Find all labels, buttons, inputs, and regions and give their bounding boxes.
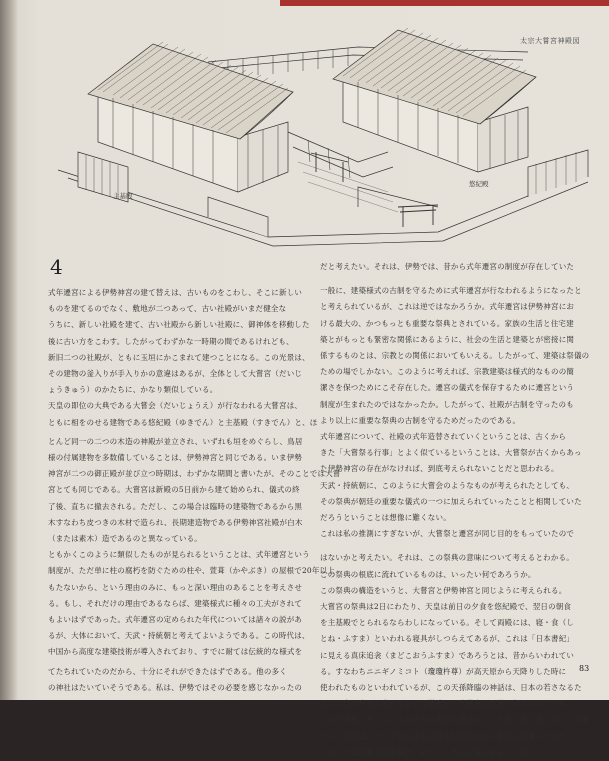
text-line: 式年遷宮について、社殿の式年造替されていくということは、古くから (320, 432, 567, 442)
text-line: 中国から高度な建築技術が導入されており、すでに耐ては伝統的な様式を (48, 647, 303, 657)
text-line: めに天皇が生まれ変わるという儀式が、大嘗宮の両殿で行なわれている (320, 699, 567, 709)
text-line: 了後、直ちに撤去される。ただし、この場合は臨時の建築物であるから黒 (48, 501, 303, 511)
text-line: これは私の推測にすぎないが、大嘗祭と遷宮が同じ目的をもっていたので (320, 529, 575, 539)
text-line: ょうきゅう）のかたちに、かなり類似している。 (48, 385, 218, 395)
text-line: る。すなわちニニギノミコト（瓊瓊杵尊）が高天原から天降りした時に (320, 666, 567, 676)
text-line: きた「大嘗祭る行事」とよく似ているということは、大嘗祭が古くからあっ (320, 448, 582, 458)
text-line: という形式は、アジアから日本に到る巨大陸の広い地域に広まっており、 (320, 731, 574, 741)
text-line: この祭典の根底に流れているものは、いったい何であろうか。 (320, 569, 536, 579)
text-line: はないかと考えたい。それは、この祭典の意味について考えるとわかる。 (320, 553, 574, 563)
figure-label-left: 主基殿 (113, 192, 133, 200)
text-line: 大嘗宮の祭典は2日にわたり、天皇は前日の夕食を悠紀殿で、翌日の朝食 (320, 602, 572, 612)
text-line: ものを建てるのでなく、敷地が二つあって、古い社殿がいまだ健全な (48, 304, 287, 314)
cover-edge (280, 0, 609, 6)
text-line: だろうということは想像に難くない。 (320, 513, 451, 523)
text-line: の神社はたいていそうである。私は、伊勢ではその必要を感じなかったの (48, 682, 303, 692)
text-line: もたないから、という理由のみに、もっと深い理由のあることを考えさせ (48, 582, 303, 592)
text-line: 制度が、ただ単に柱の腐朽を防ぐための柱や、萱葺（かやぶき）の屋根で20年以上 (48, 566, 335, 576)
text-line: とんど同一の二つの木造の神殿が並立され、いずれも垣をめぐらし、鳥居 (48, 436, 303, 446)
text-line: 宮とても同じである。大嘗宮は新殿の5日前から建て始められ、儀式の終 (48, 485, 300, 495)
figure-caption: 太宗大嘗宮神殿図 (520, 37, 580, 45)
text-line: 後に古い方をこわす。したがってわずかな一時期の間であるけれども、 (48, 336, 294, 346)
text-line: 築とがもっとも緊密な関係にあるように、社会の生活と建築とが密接に関 (320, 334, 575, 344)
text-line: ともに相をのせる建物である悠紀殿（ゆきでん）と主基殿（すきでん）と、ほ (48, 417, 318, 427)
text-line: ことである。そこで、このように再生の儀式に、しとね（寝・食）が、くるま (320, 715, 590, 725)
text-line: る。もし、それだけの理由であるならば、建築様式に種々の工夫がされて (48, 598, 303, 608)
text-line: 係するものとは、宗教との関係においてもいえる。したがって、建築は祭儀の (320, 351, 590, 361)
text-line: と考えられているが、これは逆ではなかろうか。式年遷宮は伊勢神宮にお (320, 302, 575, 312)
page-number: 83 (579, 664, 590, 673)
left-text-column (48, 285, 341, 696)
shrine-illustration (58, 22, 588, 256)
text-line: ための場でしかない。このように考えれば、宗教建築は様式的なものの簡 (320, 367, 575, 377)
text-line: この祭典の構造をいうと、大嘗宮と伊勢神宮と同じように考えられる。 (320, 585, 567, 595)
text-line: このしとねは胞衣の象徴で、そして、さらにまるまることは (320, 747, 528, 757)
text-line: 潔さを保つためにこそ存在した。遷宮の儀式を保存するために遷宮という (320, 383, 575, 393)
figure-label-right: 悠紀殿 (469, 180, 489, 188)
text-line: （または素木）造であるのと異なっている。 (48, 534, 202, 544)
text-line: より以上に重要な祭典の古制を守るためだったのである。 (320, 415, 521, 425)
text-line: ける最大の、かつもっとも重要な祭典とされている。家族の生活と住宅建 (320, 318, 574, 328)
text-line: 木すなわち皮つきの木材で造られ、長期建造物である伊勢神宮社殿が白木 (48, 517, 303, 527)
text-line: 天武・持統朝に、このように大嘗会のようなものが考えられたとしても、 (320, 480, 575, 490)
text-line: 天皇の即位の大典である大嘗会（だいじょうえ）が行なわれる大嘗宮は、 (48, 401, 303, 411)
text-line: うちに、新しい社殿を建て、古い社殿から新しい社殿に、御神体を移動した (48, 320, 310, 330)
text-line: だと考えたい。それは、伊勢では、昔から式年遷宮の制度が存在していた (320, 262, 575, 271)
text-line: を主基殿でとられるならわしになっている。そして両殿には、寝・食（し (320, 618, 575, 628)
text-line: るが、大体において、天武・持統朝と考えてよいようである。この時代は、 (48, 631, 310, 641)
text-line: その建物の釜入りが手入りかの意違はあるが、全体として大嘗宮（だいじ (48, 369, 303, 379)
book-binding (0, 0, 18, 700)
text-line: 一般に、建築様式の古制を守るために式年遷宮が行なわれるようになったと (320, 286, 582, 296)
text-line: ともかくこのように類似したものが見られるということは、式年遷宮という (48, 550, 310, 560)
text-line: 新旧二つの社殿が、ともに玉垣にかこまれて建つことになる。この光景は、 (48, 352, 310, 362)
text-line: 制度が生まれたのではなかったか。したがって、社殿が古制を守ったのも (320, 399, 574, 409)
text-line: に見える真床追衾（まどこおうふすま）であろうとは、昔からいわれてい (320, 650, 575, 660)
text-line: 使われたものといわれているが、この天孫降臨の神話は、日本の若さなるた (320, 683, 582, 693)
text-line: 神宮が二つの御正殿が並び立つ時期は、わずかな期間と書いたが、そのことでは大嘗 (48, 469, 341, 479)
text-line: 様の付属建物を多数備していることは、伊勢神宮と同じである。いま伊勢 (48, 453, 303, 463)
text-line: 式年遷宮による伊勢神宮の建て替えは、古いものをこわし、そこに新しい (48, 288, 303, 297)
chapter-number: 4 (50, 255, 63, 279)
text-line: とね・ふすま）といわれる寝具がしつらえてあるが、これは「日本書紀」 (320, 634, 575, 644)
text-line: その祭典が朝廷の重要な儀式の一つに加えられていったことと相関していた (320, 496, 582, 506)
text-line: た伊勢神宮の存在がなければ、到底考えられないことだと思われる。 (320, 464, 559, 474)
text-line: てたちれていたのだから、十分にそれができたはずである。他の多く (48, 666, 287, 676)
text-line: もよいはずであった。式年遷宮の定められた年代については諸々の説があ (48, 615, 303, 625)
